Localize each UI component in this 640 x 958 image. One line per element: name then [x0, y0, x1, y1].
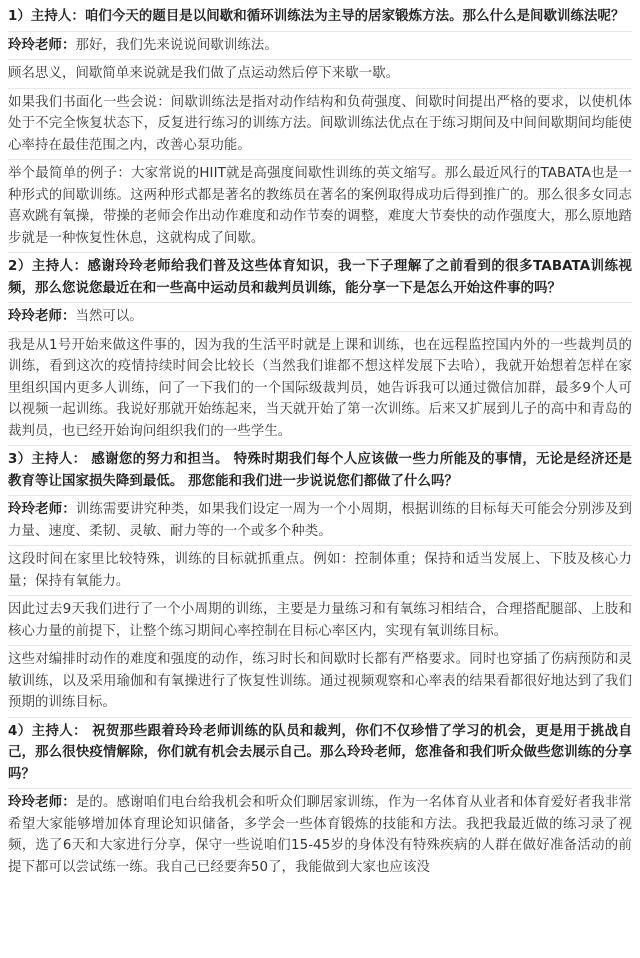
paragraph: 顾名思义，间歇简单来说就是我们做了点运动然后停下来歇一歇。 — [8, 66, 400, 81]
speaker-label: 玲玲老师： — [8, 309, 76, 324]
divider — [8, 331, 632, 332]
divider — [8, 59, 632, 60]
divider — [8, 302, 632, 303]
divider — [8, 445, 632, 446]
paragraph: 举个最简单的例子：大家常说的HIIT就是高强度间歇性训练的英文缩写。那么最近风行的TABATA也是一种形式的间歇训练。这两种形式都是著名的教练员在著名的案例取得成功后得到推广的。那么很多女同志喜欢跳有氧操，带操的老师会作出动作难度和动作节奏的调整，难度大节奏快的动作强度大，那么原地踏步就是一种恢复性休息，这就构成了间歇。 — [8, 166, 632, 246]
divider — [8, 545, 632, 546]
paragraph: 我是从1号开始来做这件事的，因为我的生活平时就是上课和训练，也在远程监控国内外的一些裁判员的训练，看到这次的疫情持续时间会比较长（当然我们谁都不想这样发展下去哈），我就开始想着怎样在家里组织国内更多人训练，问了一下我们的一个国际级裁判员，她告诉我可以通过微信加群，最多9个人可以视频一起训练。我说好那就开始练起来，当天就开始了第一次训练。后来又扩展到儿子的高中和青岛的裁判员，也已经开始询问组织我们的一些学生。 — [8, 337, 632, 439]
divider — [8, 88, 632, 89]
section-3 — [8, 449, 632, 714]
paragraph: 因此过去9天我们进行了一个小周期的训练，主要是力量练习和有氧练习相结合，合理搭配腿部、上肢和核心力量的前提下，让整个练习期间心率控制在目标心率区内，实现有氧训练目标。 — [8, 602, 632, 639]
answer-text: 训练需要讲究种类，如果我们设定一周为一个小周期，根据训练的目标每天可能会分别涉及到力量、速度、柔韧、灵敏、耐力等的一个或多个种类。 — [8, 502, 632, 539]
host-question-2: 2）主持人：感谢玲玲老师给我们普及这些体育知识，我一下子理解了之前看到的很多TABATA训练视频，那么您说您最近在和一些高中运动员和裁判员训练，能分享一下是怎么开始这件事的吗？ — [8, 259, 632, 296]
paragraph: 这段时间在家里比较特殊，训练的目标就抓重点。例如：控制体重；保持和适当发展上、下肢及核心力量；保持有氧能力。 — [8, 552, 632, 589]
section-4 — [8, 721, 632, 879]
divider — [8, 495, 632, 496]
paragraph: 这些对编排时动作的难度和强度的动作，练习时长和间歇时长都有严格要求。同时也穿插了伤病预防和灵敏训练，以及采用瑜伽和有氧操进行了恢复性训练。通过视频观察和心率表的结果看都很好地达到了我们预期的训练目标。 — [8, 652, 632, 710]
divider — [8, 31, 632, 32]
teacher-answer-1 — [8, 35, 632, 57]
paragraph: 如果我们书面化一些会说：间歇训练法是指对动作结构和负荷强度、间歇时间提出严格的要求，以使机体处于不完全恢复状态下，反复进行练习的训练方法。间歇训练法优点在于练习期间及中间间歇期间均能使心率持在最佳范围之内，改善心泵功能。 — [8, 94, 632, 153]
divider — [8, 645, 632, 646]
host-question-3: 3）主持人： 感谢您的努力和担当。 特殊时期我们每个人应该做一些力所能及的事情，无论是经济还是教育等让国家损失降到最低。 那您能和我们进一步说说您们都做了什么吗？ — [8, 452, 632, 489]
speaker-label: 玲玲老师： — [8, 795, 76, 810]
answer-text: 当然可以。 — [75, 309, 143, 324]
section-2 — [8, 256, 632, 442]
answer-text: 那好，我们先来说说间歇训练法。 — [75, 37, 278, 53]
divider — [8, 159, 632, 160]
divider — [8, 252, 632, 253]
divider — [8, 595, 632, 596]
answer-text: 是的。感谢咱们电台给我机会和听众们聊居家训练，作为一名体育从业者和体育爱好者我非常希望大家能够增加体育理论知识储备，多学会一些体育锻炼的技能和方法。我把我最近做的练习录了视频，选了6天和大家进行分享，保守一些说咱们15-45岁的身体没有特殊疾病的人群在做好准备活动的前提下都可以尝试练一练。我自己已经要奔50了，我能做到大家也应该没 — [8, 795, 632, 875]
teacher-answer-4 — [8, 792, 632, 878]
section-1 — [8, 6, 632, 249]
host-question-1: 1）主持人：咱们今天的题目是以间歇和循环训练法为主导的居家锻炼方法。那么什么是间歇训练法呢？ — [8, 9, 625, 24]
teacher-answer-2 — [8, 306, 632, 328]
divider — [8, 717, 632, 718]
teacher-answer-3 — [8, 499, 632, 542]
speaker-label: 玲玲老师： — [8, 502, 76, 517]
host-question-4: 4）主持人： 祝贺那些跟着玲玲老师训练的队员和裁判，你们不仅珍惜了学习的机会，更是用于挑战自己，那么很快疫情解除，你们就有机会去展示自己。那么玲玲老师，您准备和我们听众做些您训练的分享吗？ — [8, 723, 632, 782]
speaker-label: 玲玲老师： — [8, 37, 76, 53]
divider — [8, 788, 632, 789]
